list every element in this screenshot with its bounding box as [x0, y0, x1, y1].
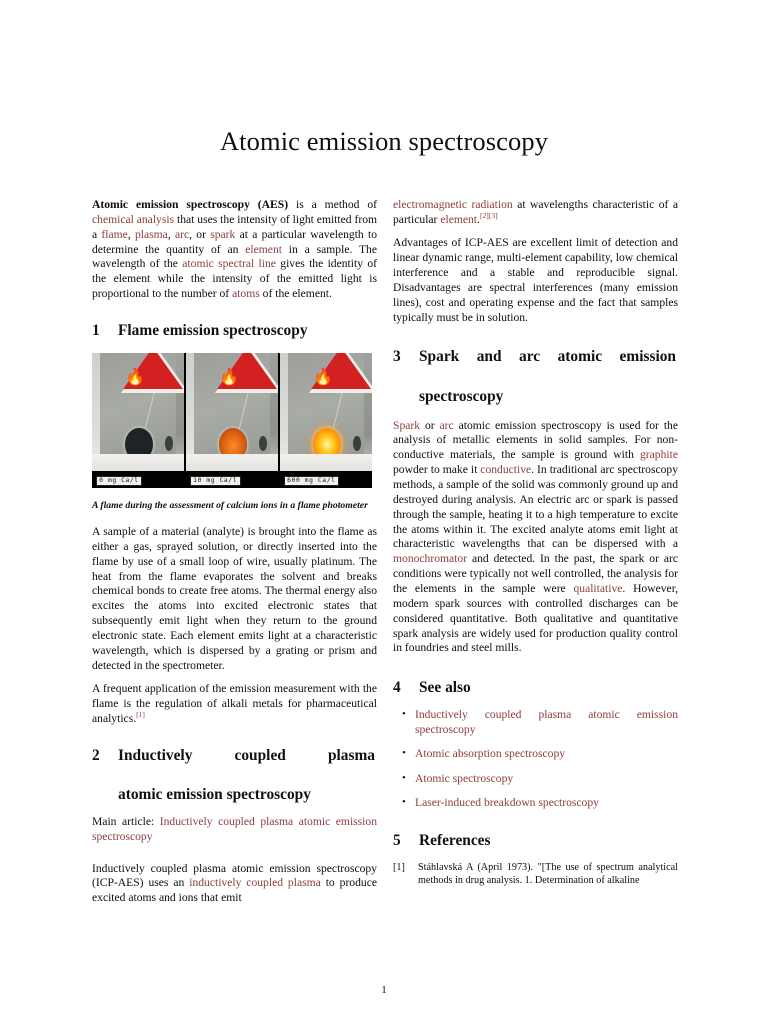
panel-label: 10 mg Ca/l — [190, 476, 241, 486]
link-icp-aes-main[interactable]: Inductively coupled plasma atomic emission spectroscopy — [92, 814, 377, 843]
panel-knob — [165, 436, 173, 451]
link-see-also-0[interactable]: Inductively coupled plasma atomic emission spectroscopy — [415, 708, 678, 736]
link-spark[interactable]: spark — [210, 227, 236, 241]
reference-number: [1] — [393, 861, 405, 873]
bench-surface — [92, 454, 184, 472]
citation-1[interactable]: [1] — [136, 710, 145, 719]
panel-label: 600 mg Ca/l — [284, 476, 339, 486]
icp-p1-b: to produce excited atoms and ions that emit — [92, 876, 377, 905]
link-element-2[interactable]: element — [440, 212, 478, 226]
section-title-2-line1: Inductively coupled plasma — [118, 746, 375, 764]
section-number-3: 3 — [393, 348, 401, 366]
spark-a8: . In traditional arc spectroscopy methods, a sample of the solid was commonly ground up and destroyed during analysis. An electric arc or spark is passed through the sample, heating it to a high temperature to excite the atoms within it. The excited analyte atoms emit light at characteristic wavelengths that can be dispersed with a — [393, 463, 679, 551]
panel-label: 0 mg Ca/l — [96, 476, 143, 486]
photo-panel-0mg — [92, 353, 184, 488]
list-item[interactable] — [415, 772, 678, 787]
flame-paragraph-2-text: A frequent application of the emission measurement with the flame is the regulation of alkali metals for pharmaceutical analytics. — [92, 682, 377, 725]
link-qualitative[interactable]: qualitative — [573, 581, 623, 595]
lead-paragraph — [92, 198, 377, 302]
two-column-body — [92, 198, 678, 958]
spark-a12: . However, modern spark sources with controlled discharges can be considered quantitative. Both qualitative and quantitative spark analysis are widely used for production quality control in foundries and steel mills. — [393, 581, 678, 655]
icp-p1-period: . — [477, 212, 480, 226]
list-item[interactable] — [415, 747, 678, 762]
link-spark-2[interactable]: Spark — [393, 418, 421, 432]
flame-icon: 🔥 — [219, 369, 240, 387]
section-heading-5 — [393, 831, 678, 851]
flame-paragraph-1: A sample of a material (analyte) is brought into the flame as either a gas, sprayed solution, or directly inserted into the flame by use of a small loop of wire, usually platinum. The heat from the flame evaporates the solvent and breaks chemical bonds to create free atoms. The thermal energy also excites the atoms into excited electronic states that subsequently emit light when they return to the ground electronic state. Each element emits light at a characteristic wavelength, which is dispersed by a grating or prism and detected in the spectrometer. — [92, 525, 377, 672]
section-heading-2 — [92, 746, 377, 805]
section-title-1: Flame emission spectroscopy — [118, 322, 308, 340]
link-electromagnetic-radiation[interactable]: electromagnetic radiation — [393, 198, 513, 211]
spark-a10: and detected. In the past, the spark or arc conditions were typically not well controlled, the analysis for the elements in the sample were — [393, 552, 678, 595]
photo-panel-10mg — [186, 353, 278, 488]
page-number: 1 — [381, 984, 387, 996]
figure-flame-photometer — [92, 353, 377, 512]
lead-t7: in a sample. The wavelength of the — [92, 242, 378, 271]
link-monochromator[interactable]: monochromator — [393, 552, 468, 566]
section-title-4: See also — [419, 679, 471, 697]
spark-a4: atomic emission spectroscopy is used for the analysis of metallic elements in solid samples. For non-conductive materials, the sample is ground with — [393, 418, 678, 462]
link-graphite[interactable]: graphite — [640, 448, 678, 462]
lead-bold-term: Atomic emission spectroscopy (AES) — [92, 198, 289, 211]
section-number-2: 2 — [92, 746, 100, 764]
section-number-1: 1 — [92, 322, 100, 340]
link-see-also-1[interactable]: Atomic absorption spectroscopy — [415, 747, 566, 761]
lead-t2: that uses the intensity of light emitted from a — [92, 212, 378, 241]
section-title-3-line1: Spark and arc atomic emission — [419, 348, 676, 366]
lead-t1: is a method of — [288, 198, 377, 211]
bench-surface — [186, 454, 278, 472]
see-also-list — [393, 708, 678, 811]
list-item[interactable] — [415, 708, 678, 738]
icp-p1-c: at wavelengths characteristic of a particular — [393, 198, 679, 226]
flame-paragraph-2 — [92, 682, 377, 727]
page-title: Atomic emission spectroscopy — [219, 125, 549, 156]
icp-p1-a: Inductively coupled plasma atomic emission spectroscopy (ICP-AES) uses an — [92, 861, 377, 890]
link-see-also-2[interactable]: Atomic spectroscopy — [415, 771, 514, 785]
link-atoms[interactable]: atoms — [232, 287, 260, 301]
link-conductive[interactable]: conductive — [480, 463, 532, 477]
panel-knob — [353, 436, 361, 451]
link-inductively-coupled-plasma[interactable]: inductively coupled plasma — [189, 876, 321, 890]
section-heading-1 — [92, 321, 377, 341]
right-column — [393, 198, 678, 887]
lead-t4: , — [167, 227, 175, 241]
link-atomic-spectral-line[interactable]: atomic spectral line — [182, 257, 276, 271]
section-title-3-line2: spectroscopy — [419, 387, 504, 405]
link-element[interactable]: element — [245, 242, 282, 256]
section-number-4: 4 — [393, 679, 401, 697]
main-article-label: Main article: — [92, 814, 155, 828]
section-heading-4 — [393, 678, 678, 698]
flame-icon: 🔥 — [125, 369, 146, 387]
bench-surface — [280, 454, 372, 472]
icp-paragraph-1-continued — [393, 198, 678, 228]
left-column — [92, 198, 377, 915]
section-title-2-line2: atomic emission spectroscopy — [118, 786, 311, 804]
spark-paragraph — [393, 419, 678, 657]
lead-t6: at a particular wavelength to determine the quantity of an — [92, 227, 377, 256]
lead-t5: , or — [189, 227, 211, 241]
link-see-also-3[interactable]: Laser-induced breakdown spectroscopy — [415, 795, 599, 809]
citation-2-3[interactable]: [2][3] — [479, 211, 498, 220]
lead-t3: , — [127, 227, 135, 241]
reference-text: Stáhlavská A (April 1973). "[The use of spectrum analytical methods in drug analysis. 1. Determination of alkaline — [418, 861, 678, 886]
link-plasma[interactable]: plasma — [134, 227, 168, 241]
section-title-5: References — [419, 831, 491, 849]
link-chemical-analysis[interactable]: chemical analysis — [92, 212, 175, 226]
lead-t8: gives the identity of the element while the intensity of the emitted light is proportional to the number of — [92, 257, 377, 301]
figure-image — [92, 353, 372, 488]
spark-a6: powder to make it — [393, 463, 481, 477]
references-list — [393, 861, 678, 888]
link-arc-2[interactable]: arc — [439, 418, 454, 432]
reference-item — [393, 861, 678, 888]
main-article-note — [92, 815, 377, 845]
panel-knob — [259, 436, 267, 451]
link-flame[interactable]: flame — [101, 227, 128, 241]
icp-paragraph-2: Advantages of ICP-AES are excellent limit of detection and linear dynamic range, multi-element capability, low chemical interference and a stable and reproducible signal. Disadvantages are spectral interferences (many emission lines), cost and operating expense and the fact that samples typically must be in solution. — [393, 236, 678, 324]
section-number-5: 5 — [393, 831, 401, 849]
figure-caption: A flame during the assessment of calcium ions in a flame photometer — [92, 499, 368, 511]
section-heading-3 — [393, 347, 678, 406]
spark-a2: or — [420, 418, 440, 432]
photo-panel-600mg — [280, 353, 372, 488]
flame-icon: 🔥 — [313, 369, 334, 387]
lead-t9: of the element. — [259, 287, 332, 301]
link-arc[interactable]: arc — [174, 227, 190, 241]
icp-paragraph-1 — [92, 862, 377, 907]
list-item[interactable] — [415, 796, 678, 811]
